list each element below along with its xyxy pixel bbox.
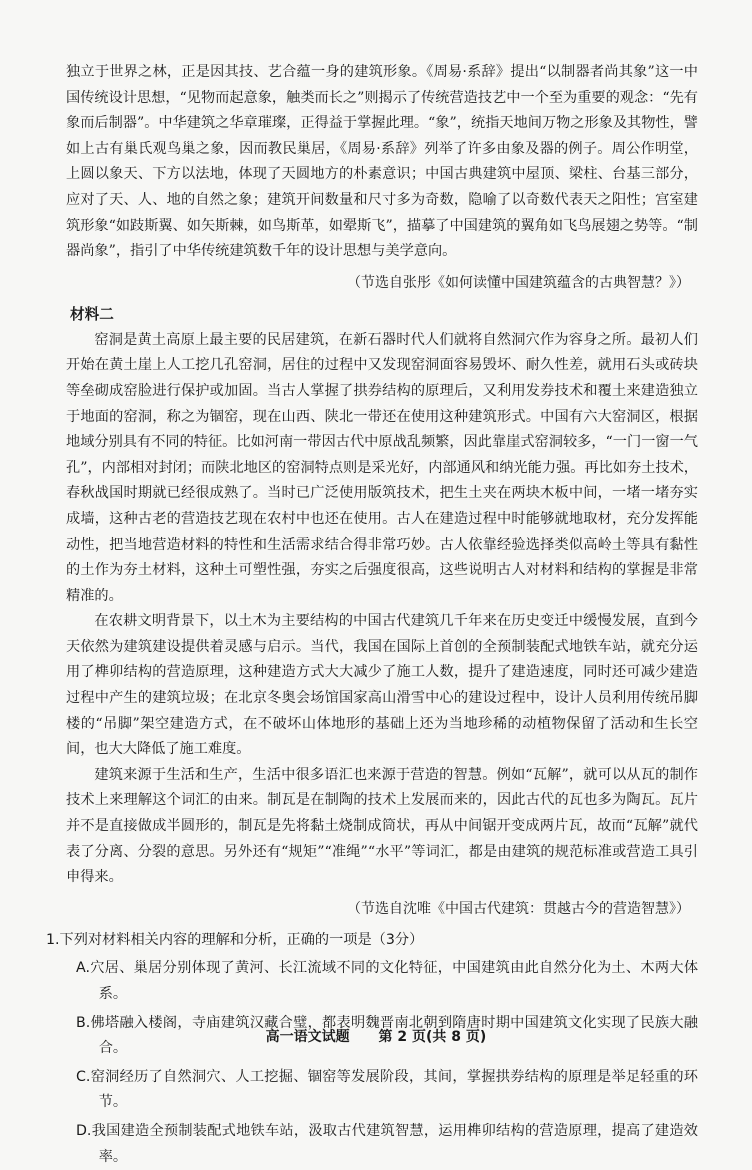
- footer-subject: 高一语文试题: [265, 1029, 350, 1045]
- material-heading: 材料二: [70, 305, 114, 323]
- material-source: （节选自沈唯《中国古代建筑：贯越古今的营造智慧》）: [347, 900, 690, 917]
- material-paragraph-1: 窑洞是黄土高原上最主要的民居建筑，在新石器时代人们就将自然洞穴作为容身之所。最初人们开始在黄土崖上人工挖几孔窑洞，居住的过程中又发现窑洞面容易毁坏、耐久性差，就用石头或砖块等垒砌成窑脸进行保护或加固。当古人掌握了拱券结构的原理后，又利用发券技术和覆土来建造独立于地面的窑洞，称之为锢窑，现在山西、陕北一带还在使用这种建筑形式。中国有六大窑洞区，根据地域分别具有不同的特征。比如河南一带因古代中原战乱频繁，因此靠崖式窑洞较多，“一门一窗一气孔”，内部相对封闭；而陕北地区的窑洞特点则是采光好，内部通风和纳光能力强。再比如夯土技术，春秋战国时期就已经很成熟了。当时已广泛使用版筑技术，把生土夹在两块木板中间，一堵一堵夯实成墙，这种古老的营造技艺现在农村中也还在使用。古人在建造过程中时能够就地取材，充分发挥能动性，把当地营造材料的特性和生活需求结合得非常巧妙。古人依靠经验选择类似高岭土等具有黏性的土作为夯土材料，这种土可塑性强，夯实之后强度很高，这些说明古人对材料和结构的掌握是非常精准的。: [66, 331, 698, 604]
- question-stem: 1.下列对材料相关内容的理解和分析，正确的一项是（3分）: [46, 931, 424, 948]
- option-b: B.佛塔融入楼阁，寺庙建筑汉藏合璧，都表明魏晋南北朝到隋唐时期中国建筑文化实现了民族大融合。: [76, 1014, 698, 1057]
- material-paragraph-2: 在农耕文明背景下，以土木为主要结构的中国古代建筑几千年来在历史变迁中缓慢发展，直到今天依然为建筑建设提供着灵感与启示。当代，我国在国际上首创的全预制装配式地铁车站，就充分运用了榫卯结构的营造原理，这种建造方式大大减少了施工人数，提升了建造速度，同时还可减少建造过程中产生的建筑垃圾；在北京冬奥会场馆国家高山滑雪中心的建设过程中，设计人员利用传统吊脚楼的“吊脚”架空建造方式，在不破坏山体地形的基础上还为当地珍稀的动植物保留了活动和生长空间，也大大降低了施工难度。: [66, 613, 698, 758]
- passage-paragraph: 独立于世界之林，正是因其技、艺合蕴一身的建筑形象。《周易·系辞》提出“以制器者尚其象”这一中国传统设计思想，“见物而起意象，触类而长之”则揭示了传统营造技艺中一个至为重要的观念：“先有象而后制器”。中华建筑之华章璀璨，正得益于掌握此理。“象”，统指天地间万物之形象及其物性，譬如上古有巢氏观鸟巢之象，因而教民巢居，《周易·系辞》列举了许多由象及器的例子。周公作明堂，上圆以象天、下方以法地，体现了天圆地方的朴素意识；中国古典建筑中屋顶、梁柱、台基三部分，应对了天、人、地的自然之象；建筑开间数量和尺寸多为奇数，隐喻了以奇数代表天之阳性；宫室建筑形象“如跂斯翼、如矢斯棘，如鸟斯革，如翚斯飞”，描摹了中国建筑的翼角如飞鸟展翅之势等。“制器尚象”，指引了中华传统建筑数千年的设计思想与美学意向。: [66, 64, 698, 260]
- page-footer: [0, 1026, 752, 1046]
- passage-source: （节选自张彤《如何读懂中国建筑蕴含的古典智慧？》）: [347, 274, 690, 291]
- material-paragraph-3: 建筑来源于生活和生产，生活中很多语汇也来源于营造的智慧。例如“瓦解”，就可以从瓦的制作技术上来理解这个词汇的由来。制瓦是在制陶的技术上发展而来的，因此古代的瓦也多为陶瓦。瓦片并不是直接做成半圆形的，制瓦是先将黏土烧制成筒状，再从中间锯开变成两片瓦，故而“瓦解”就代表了分离、分裂的意思。另外还有“规矩”“准绳”“水平”等词汇，都是由建筑的规范标准或营造工具引申得来。: [66, 766, 698, 886]
- option-d: D.我国建造全预制装配式地铁车站，汲取古代建筑智慧，运用榫卯结构的营造原理，提高了建造效率。: [76, 1122, 698, 1165]
- option-c: C.窑洞经历了自然洞穴、人工挖掘、锢窑等发展阶段，其间，掌握拱券结构的原理是举足轻重的环节。: [76, 1068, 698, 1111]
- footer-page-number: 第 2 页(共 8 页): [378, 1029, 487, 1045]
- option-a: A.穴居、巢居分别体现了黄河、长江流域不同的文化特征，中国建筑由此自然分化为土、木两大体系。: [76, 960, 698, 1002]
